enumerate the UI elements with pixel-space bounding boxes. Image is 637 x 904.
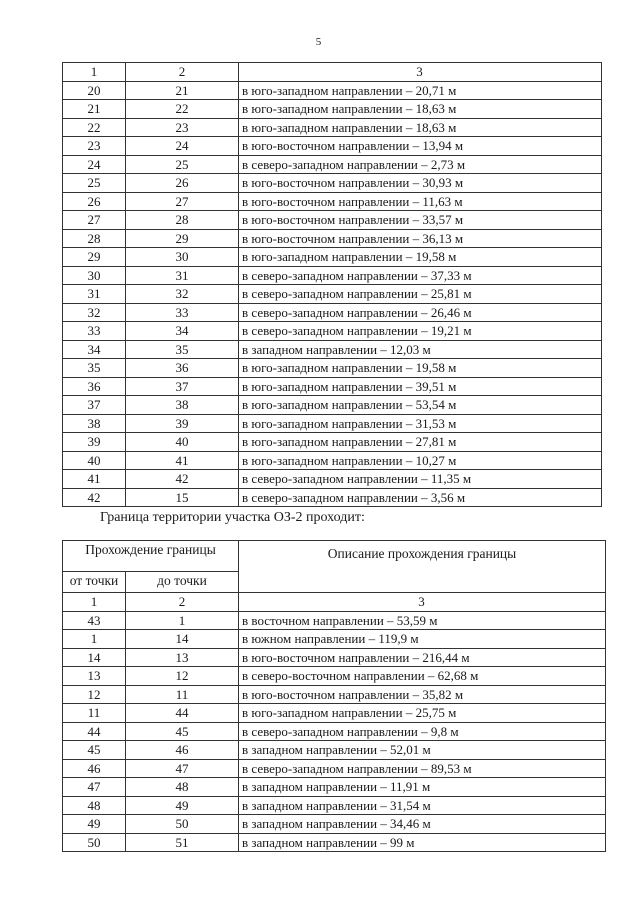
description-cell: в юго-западном направлении – 53,54 м	[239, 396, 602, 415]
description-cell: в юго-восточном направлении – 36,13 м	[239, 229, 602, 248]
to-point-cell: 11	[126, 685, 239, 704]
to-point-cell: 2	[126, 63, 239, 82]
table-row	[63, 815, 606, 834]
table-numbering-row	[63, 593, 606, 612]
from-point-cell: 21	[63, 100, 126, 119]
to-point-cell: 25	[126, 155, 239, 174]
from-point-cell: 45	[63, 741, 126, 760]
from-point-cell: 24	[63, 155, 126, 174]
table-row	[63, 340, 602, 359]
to-point-cell: 50	[126, 815, 239, 834]
table-row	[63, 248, 602, 267]
from-point-cell: 36	[63, 377, 126, 396]
to-point-cell: 31	[126, 266, 239, 285]
table-row	[63, 667, 606, 686]
description-cell: в юго-западном направлении – 39,51 м	[239, 377, 602, 396]
table-header-row	[63, 63, 602, 82]
description-cell: в северо-западном направлении – 37,33 м	[239, 266, 602, 285]
table-row	[63, 396, 602, 415]
description-cell: в юго-западном направлении – 10,27 м	[239, 451, 602, 470]
table-row	[63, 451, 602, 470]
description-cell: в юго-западном направлении – 31,53 м	[239, 414, 602, 433]
description-cell: в северо-восточном направлении – 62,68 м	[239, 667, 606, 686]
description-cell: в западном направлении – 11,91 м	[239, 778, 606, 797]
to-point-cell: 27	[126, 192, 239, 211]
from-point-cell: 29	[63, 248, 126, 267]
from-point-cell: 35	[63, 359, 126, 378]
from-point-cell: 23	[63, 137, 126, 156]
to-point-cell: 42	[126, 470, 239, 489]
description-cell: в юго-западном направлении – 27,81 м	[239, 433, 602, 452]
to-point-cell: 28	[126, 211, 239, 230]
table-row	[63, 796, 606, 815]
from-point-cell: 1	[63, 63, 126, 82]
from-point-cell: 31	[63, 285, 126, 304]
to-point-cell: 33	[126, 303, 239, 322]
from-point-cell: 11	[63, 704, 126, 723]
from-point-cell: 44	[63, 722, 126, 741]
table-row	[63, 685, 606, 704]
to-point-cell: 30	[126, 248, 239, 267]
from-point-cell: 25	[63, 174, 126, 193]
table-row	[63, 377, 602, 396]
from-point-cell: 13	[63, 667, 126, 686]
to-point-cell: 48	[126, 778, 239, 797]
from-point-cell: 20	[63, 81, 126, 100]
table-row	[63, 266, 602, 285]
to-point-cell: 36	[126, 359, 239, 378]
description-cell: в юго-восточном направлении – 11,63 м	[239, 192, 602, 211]
description-cell: в юго-восточном направлении – 13,94 м	[239, 137, 602, 156]
description-cell: в южном направлении – 119,9 м	[239, 630, 606, 649]
from-point-cell: 47	[63, 778, 126, 797]
table-row	[63, 611, 606, 630]
table-row	[63, 433, 602, 452]
table-row	[63, 704, 606, 723]
description-cell: в северо-западном направлении – 3,56 м	[239, 488, 602, 507]
from-point-cell: 38	[63, 414, 126, 433]
description-cell: в западном направлении – 52,01 м	[239, 741, 606, 760]
header-from-point: от точки	[63, 572, 126, 593]
description-cell: в северо-западном направлении – 2,73 м	[239, 155, 602, 174]
from-point-cell: 34	[63, 340, 126, 359]
description-cell: в северо-западном направлении – 11,35 м	[239, 470, 602, 489]
header-to-point: до точки	[126, 572, 239, 593]
to-point-cell: 24	[126, 137, 239, 156]
from-point-cell: 39	[63, 433, 126, 452]
from-point-cell: 50	[63, 833, 126, 852]
description-cell: в юго-западном направлении – 19,58 м	[239, 248, 602, 267]
from-point-cell: 12	[63, 685, 126, 704]
description-cell: в северо-западном направлении – 26,46 м	[239, 303, 602, 322]
from-point-cell: 43	[63, 611, 126, 630]
description-cell: в юго-восточном направлении – 35,82 м	[239, 685, 606, 704]
description-cell: в западном направлении – 34,46 м	[239, 815, 606, 834]
to-point-cell: 26	[126, 174, 239, 193]
description-cell: в юго-восточном направлении – 30,93 м	[239, 174, 602, 193]
from-point-cell: 22	[63, 118, 126, 137]
from-point-cell: 40	[63, 451, 126, 470]
to-point-cell: 12	[126, 667, 239, 686]
table-row	[63, 648, 606, 667]
table-row	[63, 118, 602, 137]
from-point-cell: 46	[63, 759, 126, 778]
table-row	[63, 414, 602, 433]
table-row	[63, 630, 606, 649]
table-row	[63, 81, 602, 100]
to-point-cell: 2	[126, 593, 239, 612]
header-boundary-passage: Прохождение границы	[63, 541, 239, 572]
to-point-cell: 40	[126, 433, 239, 452]
to-point-cell: 13	[126, 648, 239, 667]
description-cell: в юго-западном направлении – 20,71 м	[239, 81, 602, 100]
from-point-cell: 33	[63, 322, 126, 341]
from-point-cell: 48	[63, 796, 126, 815]
from-point-cell: 14	[63, 648, 126, 667]
to-point-cell: 44	[126, 704, 239, 723]
to-point-cell: 34	[126, 322, 239, 341]
to-point-cell: 45	[126, 722, 239, 741]
section-heading: Граница территории участка ОЗ-2 проходит:	[100, 510, 365, 525]
from-point-cell: 49	[63, 815, 126, 834]
description-cell: в юго-западном направлении – 18,63 м	[239, 118, 602, 137]
to-point-cell: 39	[126, 414, 239, 433]
table-row	[63, 359, 602, 378]
table-row	[63, 722, 606, 741]
to-point-cell: 46	[126, 741, 239, 760]
to-point-cell: 35	[126, 340, 239, 359]
from-point-cell: 32	[63, 303, 126, 322]
from-point-cell: 42	[63, 488, 126, 507]
description-cell: в северо-западном направлении – 25,81 м	[239, 285, 602, 304]
table-row	[63, 303, 602, 322]
table-row	[63, 833, 606, 852]
description-cell: в западном направлении – 12,03 м	[239, 340, 602, 359]
description-cell: в западном направлении – 99 м	[239, 833, 606, 852]
description-cell: в северо-западном направлении – 19,21 м	[239, 322, 602, 341]
to-point-cell: 23	[126, 118, 239, 137]
table-row	[63, 211, 602, 230]
table-row	[63, 137, 602, 156]
table-row	[63, 100, 602, 119]
from-point-cell: 41	[63, 470, 126, 489]
to-point-cell: 14	[126, 630, 239, 649]
to-point-cell: 21	[126, 81, 239, 100]
to-point-cell: 38	[126, 396, 239, 415]
header-description: Описание прохождения границы	[239, 541, 606, 593]
from-point-cell: 37	[63, 396, 126, 415]
from-point-cell: 1	[63, 630, 126, 649]
table-row	[63, 470, 602, 489]
table-row	[63, 229, 602, 248]
description-cell: в юго-восточном направлении – 33,57 м	[239, 211, 602, 230]
to-point-cell: 41	[126, 451, 239, 470]
from-point-cell: 28	[63, 229, 126, 248]
to-point-cell: 32	[126, 285, 239, 304]
to-point-cell: 37	[126, 377, 239, 396]
description-cell: 3	[239, 593, 606, 612]
description-cell: в западном направлении – 31,54 м	[239, 796, 606, 815]
table-row	[63, 741, 606, 760]
table-row	[63, 778, 606, 797]
table-row	[63, 192, 602, 211]
from-point-cell: 30	[63, 266, 126, 285]
to-point-cell: 29	[126, 229, 239, 248]
to-point-cell: 51	[126, 833, 239, 852]
description-cell: в юго-западном направлении – 25,75 м	[239, 704, 606, 723]
description-cell: в восточном направлении – 53,59 м	[239, 611, 606, 630]
table-row	[63, 155, 602, 174]
description-cell: в юго-восточном направлении – 216,44 м	[239, 648, 606, 667]
table-row	[63, 174, 602, 193]
from-point-cell: 27	[63, 211, 126, 230]
to-point-cell: 1	[126, 611, 239, 630]
description-cell: в северо-западном направлении – 89,53 м	[239, 759, 606, 778]
description-cell: в юго-западном направлении – 19,58 м	[239, 359, 602, 378]
description-cell: в юго-западном направлении – 18,63 м	[239, 100, 602, 119]
description-cell: в северо-западном направлении – 9,8 м	[239, 722, 606, 741]
description-cell: 3	[239, 63, 602, 82]
table-header-row	[63, 541, 606, 572]
boundary-table-oz2	[62, 540, 606, 852]
from-point-cell: 26	[63, 192, 126, 211]
to-point-cell: 47	[126, 759, 239, 778]
table-row	[63, 322, 602, 341]
table-row	[63, 488, 602, 507]
table-row	[63, 285, 602, 304]
boundary-table-continued	[62, 62, 602, 507]
to-point-cell: 22	[126, 100, 239, 119]
from-point-cell: 1	[63, 593, 126, 612]
to-point-cell: 15	[126, 488, 239, 507]
to-point-cell: 49	[126, 796, 239, 815]
page-number: 5	[315, 36, 322, 48]
table-row	[63, 759, 606, 778]
